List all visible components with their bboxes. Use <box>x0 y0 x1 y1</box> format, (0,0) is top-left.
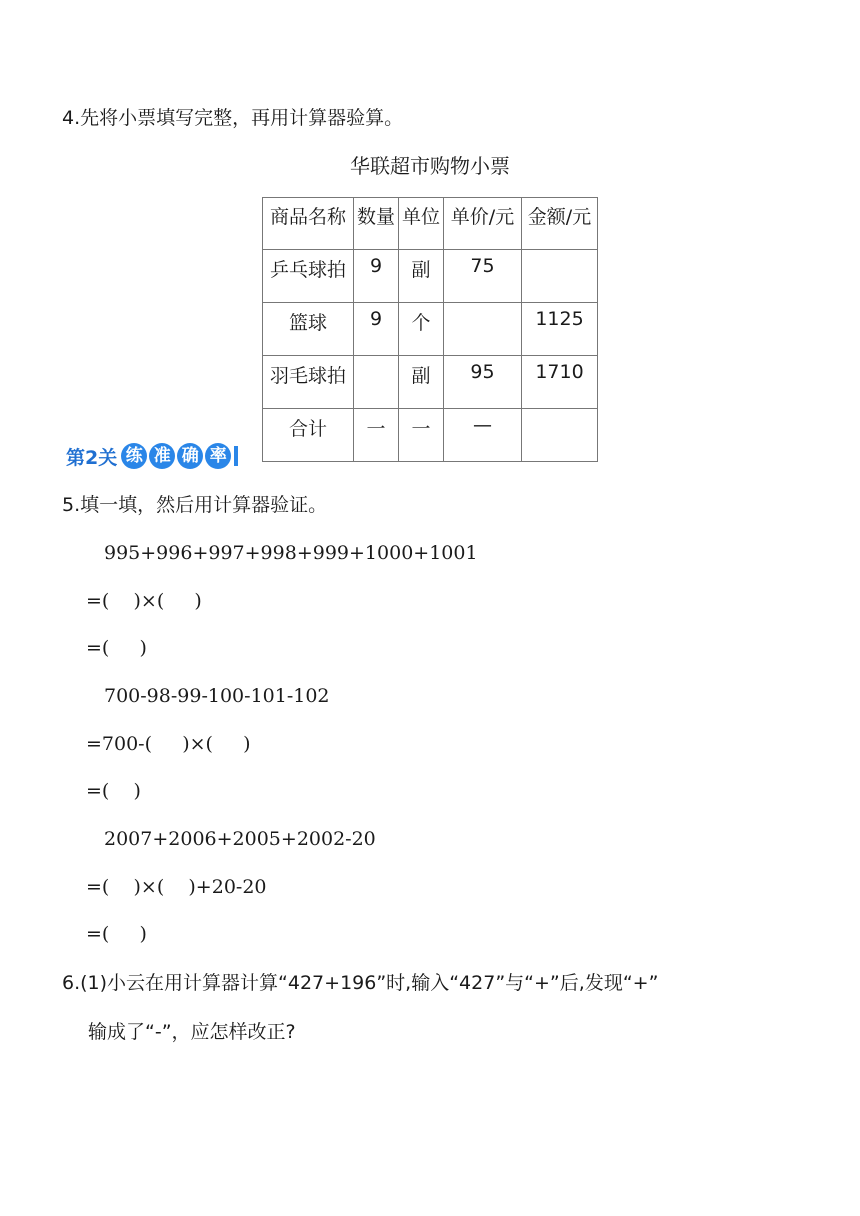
table-cell: 一 <box>399 409 444 462</box>
equation-line: =( ) <box>86 923 147 945</box>
table-cell: 9 <box>354 303 399 356</box>
section-badge-tail <box>234 446 238 466</box>
table-cell: 75 <box>444 250 522 303</box>
table-cell: 副 <box>399 250 444 303</box>
table-cell: 1710 <box>522 356 598 409</box>
question-6-line-1: 6.(1)小云在用计算器计算“427+196”时,输入“427”与“+”后,发现“+” <box>62 972 659 994</box>
equation-line: =( ) <box>86 780 141 802</box>
table-cell: 个 <box>399 303 444 356</box>
section-badge-char: 准 <box>149 443 175 469</box>
table-cell: 羽毛球拍 <box>263 356 354 409</box>
equation-line: 995+996+997+998+999+1000+1001 <box>104 542 478 564</box>
section-badge <box>66 441 238 471</box>
question-5-prompt: 5.填一填，然后用计算器验证。 <box>62 494 328 516</box>
table-cell <box>522 250 598 303</box>
table-cell <box>354 356 399 409</box>
section-badge-char: 确 <box>177 443 203 469</box>
table-header-row <box>263 198 598 250</box>
table-row <box>263 356 598 409</box>
table-cell: 1125 <box>522 303 598 356</box>
table-cell: 副 <box>399 356 444 409</box>
header-cell: 单位 <box>399 198 444 250</box>
table-cell <box>444 303 522 356</box>
table-row <box>263 303 598 356</box>
receipt-title: 华联超市购物小票 <box>350 154 510 178</box>
header-cell: 单价/元 <box>444 198 522 250</box>
equation-line: =700-( )×( ) <box>86 733 251 755</box>
question-4-prompt: 4.先将小票填写完整，再用计算器验算。 <box>62 107 404 129</box>
table-cell: 95 <box>444 356 522 409</box>
table-cell: 合计 <box>263 409 354 462</box>
equation-line: =( )×( ) <box>86 590 202 612</box>
table-cell: 一 <box>354 409 399 462</box>
table-cell <box>522 409 598 462</box>
header-cell: 金额/元 <box>522 198 598 250</box>
equation-line: 700-98-99-100-101-102 <box>104 685 330 707</box>
receipt-table <box>262 197 598 462</box>
equation-line: =( )×( )+20-20 <box>86 876 267 898</box>
table-row <box>263 250 598 303</box>
table-row <box>263 409 598 462</box>
section-badge-char: 率 <box>205 443 231 469</box>
equation-line: =( ) <box>86 637 147 659</box>
section-badge-prefix: 第2关 <box>66 446 118 469</box>
table-cell: 乒乓球拍 <box>263 250 354 303</box>
header-cell: 商品名称 <box>263 198 354 250</box>
table-cell: 9 <box>354 250 399 303</box>
table-cell: — <box>444 409 522 462</box>
question-6-line-2: 输成了“-”，应怎样改正? <box>88 1021 296 1043</box>
header-cell: 数量 <box>354 198 399 250</box>
section-badge-char: 练 <box>121 443 147 469</box>
table-cell: 篮球 <box>263 303 354 356</box>
equation-line: 2007+2006+2005+2002-20 <box>104 828 376 850</box>
